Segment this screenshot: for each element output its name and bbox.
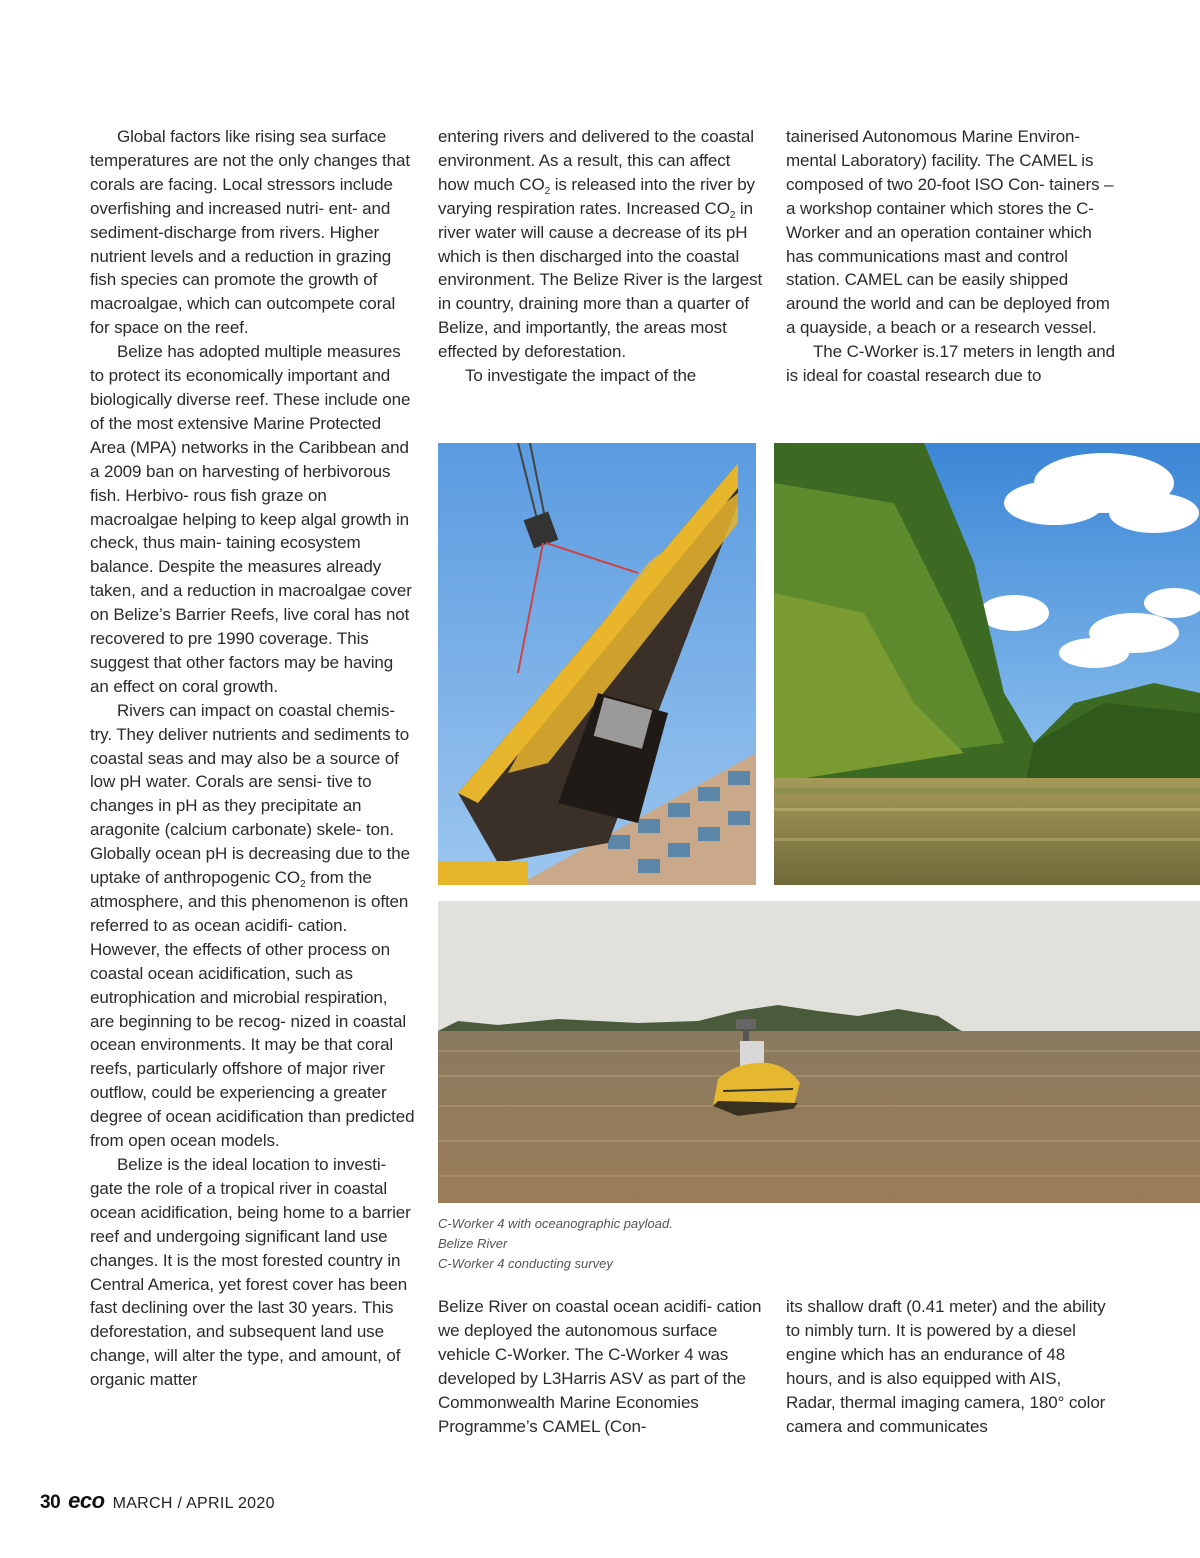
paragraph-text: is released into the river by varying respiration rates. Increased CO xyxy=(438,174,755,218)
issue-date: MARCH / APRIL 2020 xyxy=(112,1495,275,1512)
subscript: 2 xyxy=(544,185,551,197)
paragraph-text: in river water will cause a decrease of its pH which is then discharged into the coastal environment. The Belize River is the largest in country, draining more than a quarter of Belize, and importantly, the areas most effected by deforestation. xyxy=(438,198,763,362)
photo-captions xyxy=(438,1214,798,1274)
paragraph: The C-Worker is.17 meters in length and is ideal for coastal research due to xyxy=(786,342,1115,386)
photo-c-worker-payload xyxy=(438,443,756,885)
caption: C-Worker 4 with oceanographic payload. xyxy=(438,1216,673,1231)
article-column-3-bottom xyxy=(786,1295,1106,1438)
photo-c-worker-survey xyxy=(438,901,1200,1203)
paragraph: its shallow draft (0.41 meter) and the ability to nimbly turn. It is powered by a diesel engine which has an endurance of 48 hours, and is also equipped with AIS, Radar, thermal imaging camera, 180° color camera and communicates xyxy=(786,1297,1106,1436)
paragraph: Belize River on coastal ocean acidifi- cation we deployed the autonomous surface vehicle C-Worker. The C-Worker 4 was developed by L3Harris ASV as part of the Commonwealth Marine Economies Programme’s CAMEL (Con- xyxy=(438,1297,762,1436)
paragraph: tainerised Autonomous Marine Environ- mental Laboratory) facility. The CAMEL is composed of two 20-foot ISO Con- tainers – a workshop container which stores the C-Worker and an operation container which has communications mast and control station. CAMEL can be easily shipped around the world and can be deployed from a quayside, a beach or a research vessel. xyxy=(786,127,1114,338)
paragraph: Global factors like rising sea surface temperatures are not the only changes that corals are facing. Local stressors include overfishing and increased nutri- ent- and sediment-discharge from rivers. Higher nutrient levels and a reduction in grazing fish species can promote the growth of macroalgae, which can outcompete coral for space on the reef. xyxy=(90,127,410,338)
subscript: 2 xyxy=(300,879,306,891)
article-column-2-top xyxy=(438,125,763,388)
caption: Belize River xyxy=(438,1236,508,1251)
paragraph-text: Rivers can impact on coastal chemis- try. They deliver nutrients and sediments to coastal seas and may also be a source of low pH water. Corals are sensi- tive to changes in pH as they precipitate an aragonite (calcium carbonate) skele- ton. Globally ocean pH is decreasing due to the uptake of anthropogenic CO xyxy=(90,700,410,888)
paragraph: To investigate the impact of the xyxy=(465,366,697,386)
magazine-logo: eco xyxy=(68,1488,105,1513)
caption: C-Worker 4 conducting survey xyxy=(438,1256,613,1271)
subscript: 2 xyxy=(729,209,736,221)
photo-belize-river xyxy=(774,443,1200,885)
paragraph-text: from the atmosphere, and this phenomenon is often referred to as ocean acidifi- cation. However, the effects of other process on coastal ocean acidification, such as eutrophication and microbial respiration, are beginning to be recog- nized in coastal ocean environments. It may be that coral reefs, particularly offshore of major river outflow, could be experiencing a greater degree of ocean acidification than predicted from open ocean models. xyxy=(90,868,415,1151)
paragraph: Belize has adopted multiple measures to protect its economically important and biologically diverse reef. These include one of the most extensive Marine Protected Area (MPA) networks in the Caribbean and a 2009 ban on harvesting of herbivorous fish. Herbivo- rous fish graze on macroalgae helping to keep algal growth in check, thus main- taining ecosystem balance. Despite the measures already taken, and a reduction in macroalgae cover on Belize’s Barrier Reefs, live coral has not recovered to pre 1990 coverage. This suggest that other factors may be having an effect on coral growth. xyxy=(90,342,412,696)
article-column-3-top xyxy=(786,125,1116,388)
article-column-2-bottom xyxy=(438,1295,763,1438)
page-footer xyxy=(40,1488,275,1512)
article-column-1 xyxy=(90,125,415,1392)
paragraph-text: entering rivers and delivered to the coastal environment. As a result, this can affect how much CO xyxy=(438,127,754,194)
paragraph: Belize is the ideal location to investi- gate the role of a tropical river in coastal ocean acidification, being home to a barrier reef and undergoing significant land use changes. It is the most forested country in Central America, yet forest cover has been fast declining over the last 30 years. This deforestation, and subsequent land use change, will alter the type, and amount, of organic matter xyxy=(90,1154,411,1390)
paragraph xyxy=(90,699,415,1153)
paragraph xyxy=(438,125,763,364)
page-number: 30 xyxy=(40,1492,61,1513)
